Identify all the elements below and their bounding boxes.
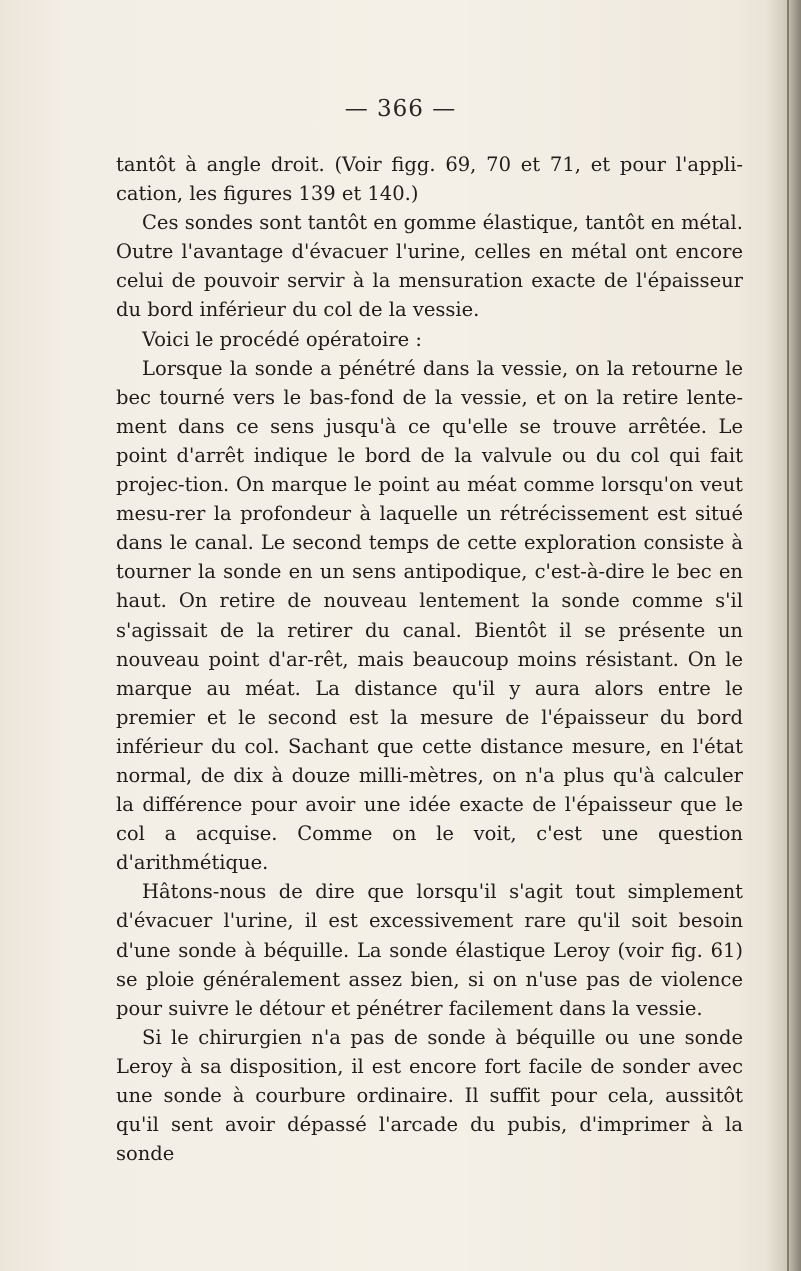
body-text <box>116 150 743 1168</box>
paragraph-chirurgien: Si le chirurgien n'a pas de sonde à béquille ou une sonde Leroy à sa disposition, il est encore fort facile de sonder avec une sonde à courbure ordinaire. Il suffit pour cela, aussitôt qu'il sent avoir dépassé l'arcade du pubis, d'imprimer à la sonde <box>116 1025 743 1166</box>
page-edge-shadow <box>767 0 801 1271</box>
paragraph-continuation: tantôt à angle droit. (Voir figg. 69, 70 et 71, et pour l'appli-cation, les figures 139 et 140.) <box>116 153 743 206</box>
paragraph-exploration: Lorsque la sonde a pénétré dans la vessie, on la retourne le bec tourné vers le bas-fond de la vessie, et on la retire lente-ment dans ce sens jusqu'à ce qu'elle se trouve arrêtée. Le point d'arrêt indique le bord de la valvule ou du col qui fait projec-tion. On marque le point au méat comme lorsqu'on veut mesu-rer la profondeur à laquelle un rétrécissement est situé dans le canal. Le second temps de cette exploration consiste à tourner la sonde en un sens antipodique, c'est-à-dire le bec en haut. On retire de nouveau lentement la sonde comme s'il s'agissait de la retirer du canal. Bientôt il se présente un nouveau point d'ar-rêt, mais beaucoup moins résistant. On le marque au méat. La distance qu'il y aura alors entre le premier et le second est la mesure de l'épaisseur du bord inférieur du col. Sachant que cette distance mesure, en l'état normal, de dix à douze milli-mètres, on n'a plus qu'à calculer la différence pour avoir une idée exacte de l'épaisseur que le col a acquise. Comme on le voit, c'est une question d'arithmétique. <box>116 356 743 875</box>
paragraph-procede: Voici le procédé opératoire : <box>142 327 422 351</box>
page-number: — 366 — <box>344 96 457 122</box>
page-edge-line <box>787 0 789 1271</box>
paragraph-evacuer: Hâtons-nous de dire que lorsqu'il s'agit tout simplement d'évacuer l'urine, il est excessivement rare qu'il soit besoin d'une sonde à béquille. La sonde élastique Leroy (voir fig. 61) se ploie généralement assez bien, si on n'use pas de violence pour suivre le détour et pénétrer facilement dans la vessie. <box>116 880 743 1020</box>
paragraph-sondes: Ces sondes sont tantôt en gomme élastique, tantôt en métal. Outre l'avantage d'évacuer l'urine, celles en métal ont encore celui de pouvoir servir à la mensuration exacte de l'épaisseur du bord inférieur du col de la vessie. <box>116 211 743 322</box>
